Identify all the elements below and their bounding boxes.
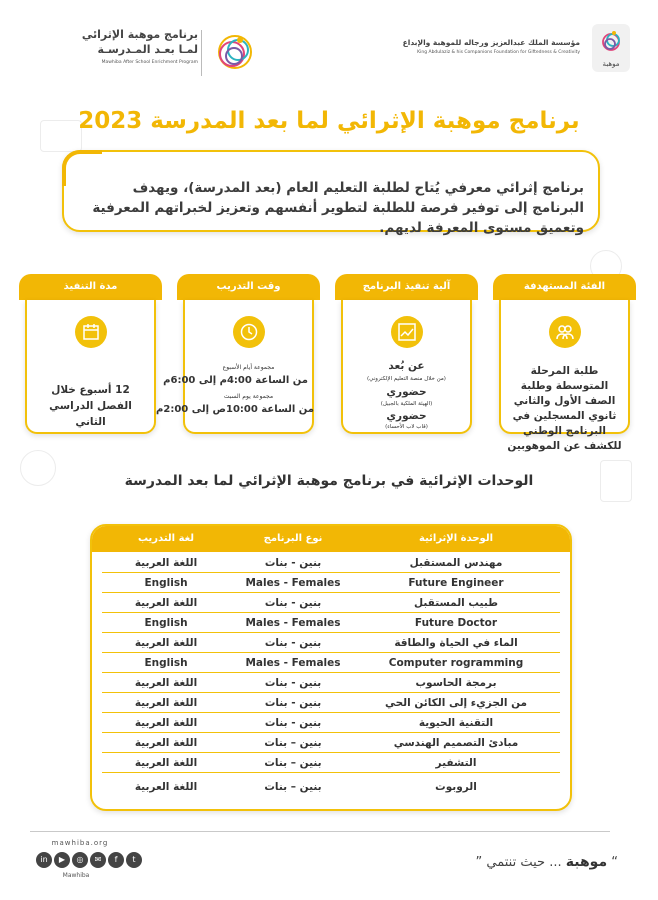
units-table bbox=[90, 524, 572, 811]
users-icon bbox=[549, 316, 581, 348]
mechanism-remote: عن بُعد bbox=[388, 360, 425, 372]
card-time bbox=[156, 274, 320, 438]
cell-unit: مهندس المستقبل bbox=[409, 557, 503, 569]
cell-unit: الروبوت bbox=[435, 781, 477, 793]
table-row bbox=[92, 713, 570, 733]
chart-icon bbox=[391, 316, 423, 348]
cell-type: Males - Females bbox=[245, 577, 341, 589]
cell-lang: اللغة العربية bbox=[134, 697, 198, 709]
slogan-quote-open: “ bbox=[611, 855, 618, 870]
snapchat-icon[interactable]: ✉ bbox=[90, 852, 106, 868]
calendar-icon bbox=[75, 316, 107, 348]
cell-lang: اللغة العربية bbox=[134, 757, 198, 769]
table-header bbox=[92, 526, 570, 552]
table-row bbox=[92, 653, 570, 673]
cell-lang: English bbox=[144, 617, 188, 629]
facebook-icon[interactable]: f bbox=[108, 852, 124, 868]
slogan-brand: موهبة bbox=[565, 854, 608, 870]
table-row bbox=[92, 777, 570, 797]
cell-type: Males - Females bbox=[245, 657, 341, 669]
cell-type: Males - Females bbox=[245, 617, 341, 629]
table-row bbox=[92, 613, 570, 633]
program-logo bbox=[20, 26, 260, 84]
card-mechanism-title: آلية تنفيذ البرنامج bbox=[335, 274, 478, 300]
cell-type: بنين – بنات bbox=[264, 757, 322, 769]
cell-unit: مبادئ التصميم الهندسي bbox=[393, 737, 519, 749]
cell-unit: Computer rogramming bbox=[388, 657, 524, 669]
social-links bbox=[36, 852, 156, 874]
time-group1-value: من الساعة 4:00م إلى 6:00م bbox=[163, 375, 308, 386]
cell-lang: اللغة العربية bbox=[134, 737, 198, 749]
table-row bbox=[92, 673, 570, 693]
cell-lang: اللغة العربية bbox=[134, 677, 198, 689]
time-group1-label: مجموعة أيام الأسبوع bbox=[222, 364, 275, 371]
cell-type: بنين – بنات bbox=[264, 781, 322, 793]
instagram-icon[interactable]: ◎ bbox=[72, 852, 88, 868]
program-mark-icon bbox=[210, 26, 260, 78]
card-mechanism bbox=[335, 274, 478, 438]
slogan-text: ... حيث تنتمي bbox=[486, 855, 562, 870]
mechanism-inperson-1-note: (الهيئة الملكية بالجبيل) bbox=[380, 401, 433, 407]
cell-type: بنين - بنات bbox=[264, 677, 322, 689]
intro-text: برنامج إثرائي معرفي يُتاح لطلبة التعليم العام (بعد المدرسة)، ويهدف البرنامج إلى توفير فرصة للطلبة لتطوير أنفسهم وتعزيز لخبراتهم المعرفية وتعميق مستوى المعرفة لديهم. bbox=[92, 180, 584, 236]
foundation-logo bbox=[402, 24, 630, 84]
logo-divider bbox=[201, 30, 202, 76]
card-duration-title: مدة التنفيذ bbox=[19, 274, 162, 300]
cell-unit: الماء في الحياة والطاقة bbox=[394, 637, 518, 649]
header-lang: لغة التدريب bbox=[137, 533, 195, 544]
cell-lang: اللغة العربية bbox=[134, 557, 198, 569]
program-logo-line1: برنامج موهبة الإثرائي bbox=[81, 28, 198, 41]
units-section-title: الوحدات الإثرائية في برنامج موهبة الإثرائي لما بعد المدرسة bbox=[124, 473, 534, 489]
time-group2-label: مجموعة يوم السبت bbox=[223, 393, 274, 400]
table-row bbox=[92, 733, 570, 753]
cell-lang: اللغة العربية bbox=[134, 781, 198, 793]
card-duration bbox=[19, 274, 162, 438]
program-logo-line3: Mawhiba After School Enrichment Program bbox=[101, 60, 198, 65]
cell-unit: التشفير bbox=[435, 757, 477, 769]
program-logo-line2: لمـا بعـد المـدرسـة bbox=[97, 43, 198, 56]
cell-lang: اللغة العربية bbox=[134, 597, 198, 609]
mechanism-inperson-1: حضوري bbox=[386, 386, 427, 398]
footer-divider bbox=[30, 831, 610, 832]
table-row bbox=[92, 693, 570, 713]
page-title: برنامج موهبة الإثرائي لما بعد المدرسة 2023 bbox=[78, 108, 580, 134]
youtube-icon[interactable]: ▶ bbox=[54, 852, 70, 868]
card-duration-text: 12 أسبوع خلال الفصل الدراسي الثاني bbox=[49, 384, 132, 428]
header-unit: الوحدة الإثرائية bbox=[419, 533, 493, 544]
mechanism-inperson-2: حضوري bbox=[386, 410, 427, 422]
twitter-icon[interactable]: t bbox=[126, 852, 142, 868]
cell-unit: التقنية الحيوية bbox=[418, 717, 494, 729]
table-row bbox=[92, 593, 570, 613]
cell-unit: طبيب المستقبل bbox=[414, 597, 498, 609]
cell-unit: Future Engineer bbox=[408, 577, 504, 589]
table-row bbox=[92, 633, 570, 653]
linkedin-icon[interactable]: in bbox=[36, 852, 52, 868]
cell-lang: اللغة العربية bbox=[134, 637, 198, 649]
cell-lang: English bbox=[144, 657, 188, 669]
card-audience-text: طلبة المرحلة المتوسطة وطلبة الصف الأول والثاني ثانوي المسجلين في البرنامج الوطني للكشف عن الموهوبين bbox=[507, 365, 622, 452]
intro-box bbox=[62, 150, 600, 236]
cell-type: بنين - بنات bbox=[264, 557, 322, 569]
cell-type: بنين – بنات bbox=[264, 737, 322, 749]
table-row bbox=[92, 553, 570, 573]
footer-slogan bbox=[476, 854, 618, 870]
slogan-quote-close: ” bbox=[475, 855, 483, 870]
mawhiba-mark-icon bbox=[592, 24, 630, 58]
mechanism-inperson-2-note: (قاب لاب الأحساء) bbox=[385, 424, 428, 430]
header-type: نوع البرنامج bbox=[263, 533, 323, 544]
footer-brand: Mawhiba bbox=[62, 872, 90, 879]
card-time-title: وقت التدريب bbox=[177, 274, 320, 300]
cell-type: بنين - بنات bbox=[264, 597, 322, 609]
table-row bbox=[92, 573, 570, 593]
cell-lang: English bbox=[144, 577, 188, 589]
cell-lang: اللغة العربية bbox=[134, 717, 198, 729]
foundation-name-ar: مؤسسة الملك عبدالعزيز ورجاله للموهبة والإبداع bbox=[402, 38, 580, 47]
foundation-name-en: King Abdulaziz & his Companions Foundation for Giftedness & Creativity bbox=[417, 50, 580, 55]
cell-unit: من الجزيء إلى الكائن الحي bbox=[384, 697, 528, 709]
time-group2-value: من الساعة 10:00ص إلى 2:00م bbox=[156, 404, 314, 415]
cell-type: بنين - بنات bbox=[264, 717, 322, 729]
mechanism-remote-note: (من خلال منصة التعليم الإلكتروني) bbox=[367, 376, 446, 382]
cell-unit: برمجة الحاسوب bbox=[415, 677, 497, 689]
cell-type: بنين - بنات bbox=[264, 637, 322, 649]
card-audience-title: الفئة المستهدفة bbox=[493, 274, 636, 300]
cell-type: بنين - بنات bbox=[264, 697, 322, 709]
cell-unit: Future Doctor bbox=[414, 617, 498, 629]
card-audience bbox=[493, 274, 636, 452]
clock-icon bbox=[233, 316, 265, 348]
table-row bbox=[92, 753, 570, 773]
website-link[interactable]: mawhiba.org bbox=[51, 839, 109, 847]
mawhiba-badge-label: موهبة bbox=[602, 60, 620, 68]
